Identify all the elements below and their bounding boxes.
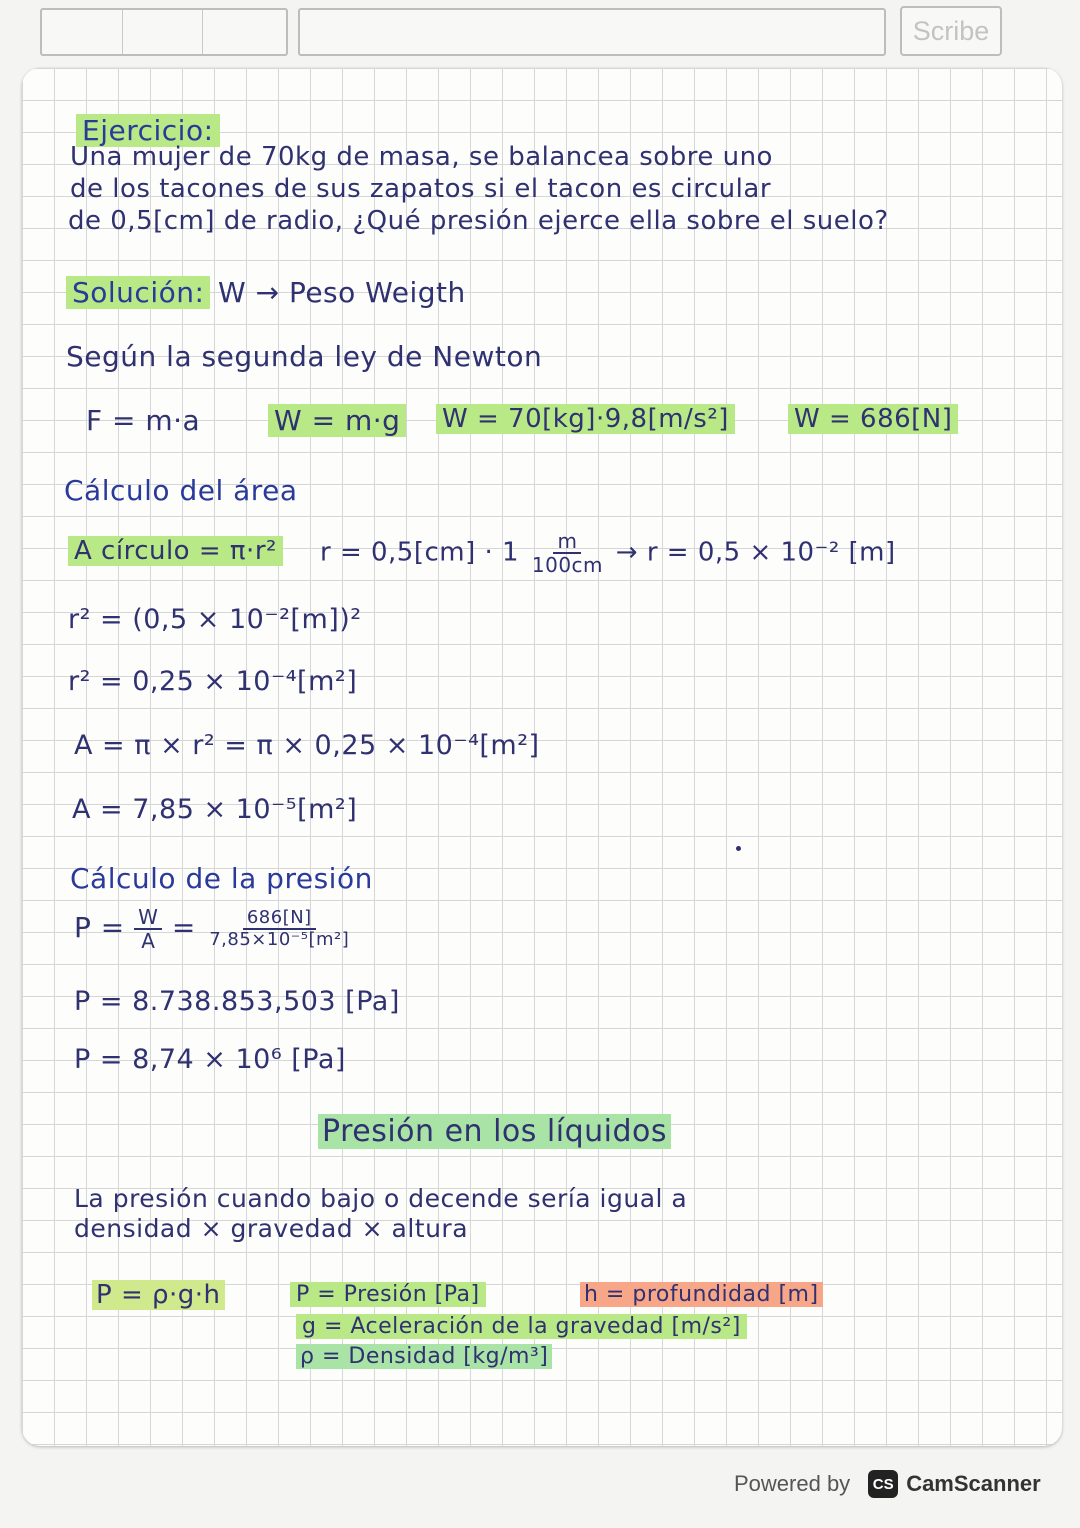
- radius-squared-step-2: r² = 0,25 × 10⁻⁴[m²]: [68, 666, 358, 697]
- weight-substitution: W = 70[kg]·9,8[m/s²]: [436, 404, 735, 434]
- brand-logo: Scribe: [900, 6, 1002, 56]
- powered-by-text: Powered by: [734, 1471, 851, 1496]
- depth-definition: h = profundidad [m]: [580, 1282, 823, 1307]
- pressure-formula: P = $\frac{W}{A}$ = $\frac{686[N]}{\text{7,85×10⁻⁵[m²]}}$: [74, 905, 350, 953]
- liquids-title: Presión en los líquidos: [318, 1114, 671, 1149]
- pressure-title: Cálculo de la presión: [70, 862, 373, 895]
- gravity-definition: g = Aceleración de la gravedad [m/s²]: [296, 1314, 747, 1339]
- area-calculation: A = π × r² = π × 0,25 × 10⁻⁴[m²]: [74, 730, 540, 761]
- exercise-line-2: de los tacones de sus zapatos si el tacon es circular: [70, 174, 772, 204]
- circle-area-formula: A círculo = π·r²: [68, 536, 283, 566]
- weight-definition: W → Peso Weigth: [218, 276, 466, 309]
- density-definition: ρ = Densidad [kg/m³]: [296, 1344, 552, 1369]
- conversion-fraction: $\frac{m}{100cm}$: [531, 529, 604, 577]
- liquids-description-1: La presión cuando bajo o decende sería igual a: [74, 1184, 688, 1213]
- date-box: [40, 8, 288, 56]
- scanner-footer: [734, 1470, 1041, 1498]
- radius-squared-step-1: r² = (0,5 × 10⁻²[m])²: [68, 604, 362, 635]
- weight-equation: W = m·g: [268, 404, 406, 437]
- pressure-definition: P = Presión [Pa]: [290, 1282, 486, 1307]
- exercise-line-1: Una mujer de 70kg de masa, se balancea sobre uno: [70, 142, 773, 172]
- title-box: [298, 8, 886, 56]
- newton-law: Según la segunda ley de Newton: [66, 340, 543, 373]
- solution-label: Solución:: [66, 276, 210, 309]
- ink-dot: [736, 846, 741, 851]
- newton-equation: F = m·a: [86, 404, 201, 437]
- area-result: A = 7,85 × 10⁻⁵[m²]: [72, 794, 358, 825]
- pressure-result-2: P = 8,74 × 10⁶ [Pa]: [74, 1044, 346, 1075]
- exercise-line-3: de 0,5[cm] de radio, ¿Qué presión ejerce ella sobre el suelo?: [68, 206, 889, 236]
- camscanner-logo-icon: CS: [868, 1470, 898, 1498]
- area-title: Cálculo del área: [64, 474, 298, 507]
- header-boxes: [40, 8, 886, 56]
- pressure-result-1: P = 8.738.853,503 [Pa]: [74, 986, 400, 1017]
- radius-conversion: r = 0,5[cm] · 1 $\frac{m}{100cm}$ → r = 0,5 × 10⁻² [m]: [320, 529, 896, 577]
- hydrostatic-formula: P = ρ·g·h: [92, 1280, 225, 1310]
- weight-result: W = 686[N]: [788, 404, 958, 434]
- exercise-title: Ejercicio:: [76, 114, 220, 147]
- liquids-description-2: densidad × gravedad × altura: [74, 1214, 469, 1243]
- camscanner-label: CamScanner: [906, 1471, 1041, 1496]
